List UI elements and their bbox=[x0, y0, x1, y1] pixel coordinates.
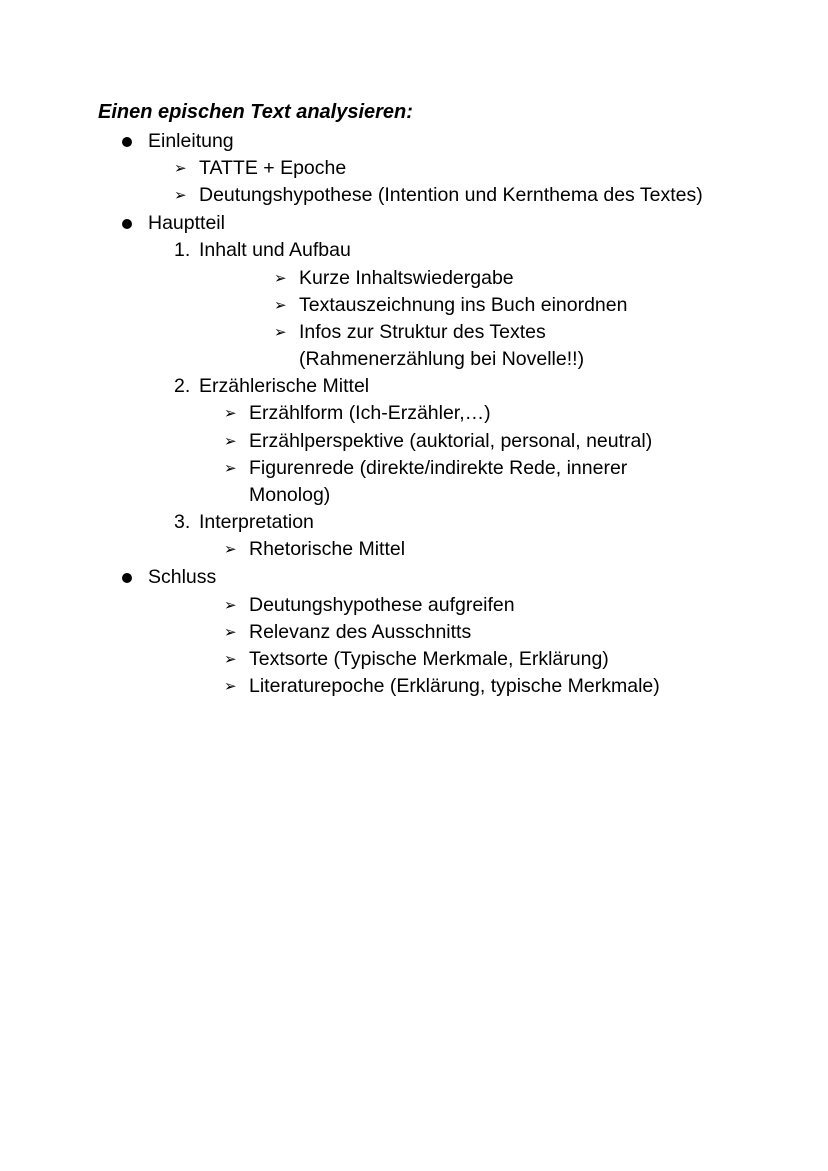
list-item-text: Deutungshypothese aufgreifen bbox=[249, 594, 515, 616]
arrow-bullet-icon: ➢ bbox=[224, 405, 237, 422]
section-label: Schluss bbox=[148, 566, 217, 588]
arrow-bullet-icon: ➢ bbox=[274, 297, 287, 314]
arrow-bullet-icon: ➢ bbox=[174, 160, 187, 177]
arrow-bullet-icon: ➢ bbox=[274, 324, 287, 341]
section-label: Einleitung bbox=[148, 130, 234, 152]
list-item-text: Relevanz des Ausschnitts bbox=[249, 621, 472, 643]
list-item-text: Textsorte (Typische Merkmale, Erklärung) bbox=[249, 648, 609, 670]
bullet-dot-icon bbox=[122, 137, 132, 147]
list-item-text: Kurze Inhaltswiedergabe bbox=[299, 267, 514, 289]
list-item-text: Figurenrede (direkte/indirekte Rede, innerer bbox=[249, 457, 628, 479]
list-item-text: Deutungshypothese (Intention und Kernthema des Textes) bbox=[199, 184, 703, 206]
numbered-item-label: Interpretation bbox=[199, 511, 314, 533]
bullet-dot-icon bbox=[122, 219, 132, 229]
item-number: 3. bbox=[174, 511, 191, 533]
numbered-item-label: Inhalt und Aufbau bbox=[199, 239, 351, 261]
numbered-item-label: Erzählerische Mittel bbox=[199, 375, 370, 397]
list-item-text: Erzählperspektive (auktorial, personal, neutral) bbox=[249, 430, 653, 452]
arrow-bullet-icon: ➢ bbox=[224, 597, 237, 614]
bullet-dot-icon bbox=[122, 573, 132, 583]
list-item-text: Literaturepoche (Erklärung, typische Merkmale) bbox=[249, 675, 660, 697]
section-label: Hauptteil bbox=[148, 212, 225, 234]
arrow-bullet-icon: ➢ bbox=[224, 433, 237, 450]
arrow-bullet-icon: ➢ bbox=[274, 270, 287, 287]
arrow-bullet-icon: ➢ bbox=[174, 187, 187, 204]
item-number: 2. bbox=[174, 375, 191, 397]
list-item-text: Infos zur Struktur des Textes bbox=[299, 321, 546, 343]
list-item-text: Textauszeichnung ins Buch einordnen bbox=[299, 294, 628, 316]
document-title: Einen epischen Text analysieren: bbox=[98, 101, 413, 123]
list-item-text: TATTE + Epoche bbox=[199, 157, 347, 179]
arrow-bullet-icon: ➢ bbox=[224, 541, 237, 558]
list-item-text: (Rahmenerzählung bei Novelle!!) bbox=[299, 348, 585, 370]
list-item-text: Erzählform (Ich-Erzähler,…) bbox=[249, 402, 491, 424]
list-item-text: Monolog) bbox=[249, 484, 331, 506]
list-item-text: Rhetorische Mittel bbox=[249, 538, 406, 560]
arrow-bullet-icon: ➢ bbox=[224, 460, 237, 477]
arrow-bullet-icon: ➢ bbox=[224, 624, 237, 641]
arrow-bullet-icon: ➢ bbox=[224, 678, 237, 695]
arrow-bullet-icon: ➢ bbox=[224, 651, 237, 668]
item-number: 1. bbox=[174, 239, 191, 261]
